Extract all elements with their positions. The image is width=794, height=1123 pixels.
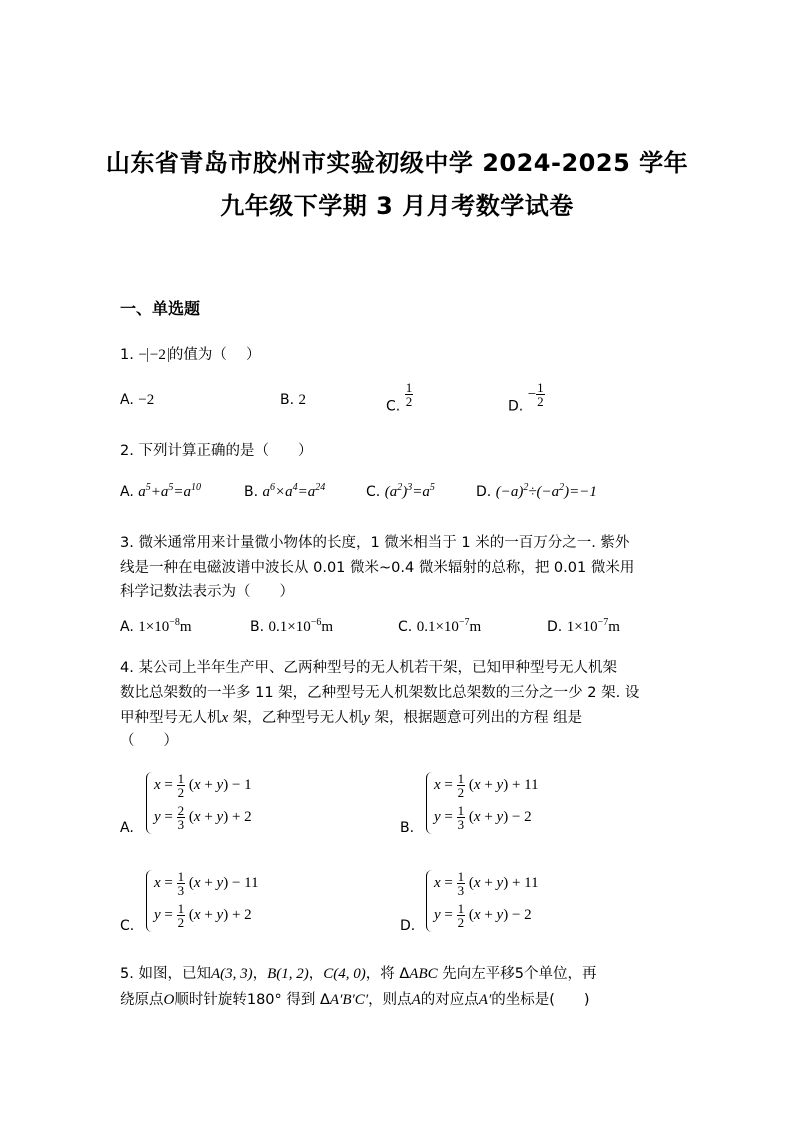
brace [426, 772, 432, 834]
text: ，将 Δ [365, 966, 410, 982]
math-expression: $(a^2)^3=a^5$ [384, 482, 435, 500]
question-1-option-b[interactable] [280, 392, 306, 409]
fraction-denominator: 2 [405, 394, 413, 409]
option-label: C. [386, 398, 401, 415]
brace [146, 870, 152, 932]
math-expression: $1\times 10^{-8}m$ [138, 617, 192, 635]
point-label: A [411, 992, 421, 1008]
question-4-option-a-system[interactable] [146, 772, 306, 838]
question-4-line-3 [120, 706, 582, 727]
triangle-label: ABC [409, 966, 438, 982]
text: 绕原点 [120, 992, 164, 1008]
text: 先向左平移5个单位，再 [437, 966, 597, 982]
equation: y = $\frac{2}{3}$ (x + y) + 2 [154, 803, 252, 832]
equation: x = $\frac{1}{2}$ (x + y) + 11 [434, 771, 539, 800]
question-3-option-a[interactable] [120, 619, 192, 636]
math-variable: y [363, 710, 370, 726]
question-4-option-c-system[interactable] [146, 870, 306, 936]
math-minus: − [138, 347, 147, 363]
option-label: C. [398, 619, 413, 635]
math-expression: $1\times 10^{-7}m$ [566, 617, 620, 635]
option-label: B. [250, 619, 265, 635]
point-c: C(4, 0) [323, 966, 366, 982]
question-4-option-d-system[interactable] [426, 870, 586, 936]
math-expression: $a^5+a^5=a^{10}$ [138, 482, 201, 500]
question-3-option-b[interactable] [250, 619, 333, 636]
question-1-stem [120, 343, 261, 364]
exam-title-line-1: 山东省青岛市胶州市实验初级中学 2024-2025 学年 [105, 149, 689, 177]
option-label: C. [366, 484, 381, 500]
question-2-option-c[interactable] [366, 484, 435, 501]
question-1-option-a[interactable] [120, 392, 154, 409]
text: 架，根据题意可列出的方程 组是 [369, 710, 583, 726]
option-label: B. [280, 392, 295, 408]
question-4-option-b-label[interactable]: B. [400, 820, 415, 836]
question-3-line-2: 线是一种在电磁波谱中波长从 0.01 微米~0.4 微米辐射的总称，把 0.01 微米用 [120, 560, 635, 576]
question-3-line-1: 3. 微米通常用来计量微小物体的长度，1 微米相当于 1 米的一百万分之一. 紫外 [120, 535, 630, 551]
text: 5. 如图，已知 [120, 966, 211, 982]
math-expression: $(-a)^2\div(-a^2)=-1$ [495, 482, 597, 500]
question-2-stem: 2. 下列计算正确的是（ ） [120, 443, 313, 459]
question-1-option-c[interactable] [386, 381, 413, 415]
point-a: A(3, 3) [210, 966, 253, 982]
equation: y = $\frac{1}{3}$ (x + y) − 2 [434, 803, 532, 832]
question-1-option-d[interactable] [508, 381, 545, 415]
text: 的对应点 [420, 992, 479, 1008]
math-minus: − [527, 386, 537, 403]
fraction-numerator: 1 [405, 380, 413, 395]
question-4-option-d-label[interactable]: D. [400, 918, 416, 934]
origin-label: O [163, 992, 175, 1008]
exam-title-line-2: 九年级下学期 3 月月考数学试卷 [220, 192, 574, 220]
math-absolute-value: −2 [147, 348, 169, 362]
text: 顺时针旋转180° 得到 Δ [174, 992, 330, 1008]
option-label: A. [120, 392, 134, 408]
option-label: D. [476, 484, 492, 500]
question-4-line-2: 数比总架数的一半多 11 架，乙种型号无人机架数比总架数的三分之一少 2 架. 设 [120, 685, 640, 701]
equation: x = $\frac{1}{2}$ (x + y) − 1 [154, 771, 252, 800]
question-4-line-1: 4. 某公司上半年生产甲、乙两种型号的无人机若干架，已知甲种型号无人机架 [120, 660, 617, 676]
question-4-option-a-label[interactable]: A. [120, 820, 134, 836]
question-3-option-c[interactable] [398, 619, 481, 636]
option-label: D. [547, 619, 563, 635]
option-label: A. [120, 619, 134, 635]
equation: y = $\frac{1}{2}$ (x + y) + 2 [154, 901, 252, 930]
question-4-option-c-label[interactable]: C. [120, 918, 135, 934]
question-5-line-2 [120, 988, 590, 1009]
question-2-option-a[interactable] [120, 484, 201, 501]
question-1-text: 的值为（ ） [168, 347, 261, 363]
question-5-line-1: 5. 如图，已知A(3, 3)，B(1, 2)，C(4, 0)，将 ΔABC 先向左平移5个单位，再 [120, 966, 597, 982]
math-expression: $0.1\times 10^{-7}m$ [416, 617, 482, 635]
question-3-option-d[interactable] [547, 619, 620, 636]
text: 甲种型号无人机 [120, 710, 222, 726]
fraction-numerator: 1 [537, 380, 544, 395]
math-expression: $0.1\times 10^{-6}m$ [268, 617, 334, 635]
point-label: A′ [478, 992, 492, 1008]
option-label: A. [120, 484, 134, 500]
triangle-label: A′B′C′ [329, 992, 369, 1008]
equation: y = $\frac{1}{2}$ (x + y) − 2 [434, 901, 532, 930]
brace [146, 772, 152, 834]
point-b: B(1, 2) [267, 966, 309, 982]
option-label: D. [508, 398, 524, 415]
fraction [405, 381, 414, 408]
equation: x = $\frac{1}{3}$ (x + y) − 11 [154, 869, 259, 898]
section-heading-single-choice: 一、单选题 [120, 299, 201, 318]
question-number: 1. [120, 347, 134, 363]
text: 架，乙种型号无人机 [228, 710, 364, 726]
math-variable: x [221, 710, 229, 726]
text: 的坐标是( ) [491, 992, 590, 1008]
equation: x = $\frac{1}{3}$ (x + y) + 11 [434, 869, 539, 898]
text: ，则点 [368, 992, 412, 1008]
option-value: −2 [138, 392, 155, 408]
question-4-option-b-system[interactable] [426, 772, 586, 838]
question-2-option-d[interactable] [476, 484, 597, 501]
option-label: B. [244, 484, 259, 500]
question-3-line-3: 科学记数法表示为（ ） [120, 584, 294, 600]
fraction [536, 381, 545, 408]
question-4-line-4: （ ） [120, 733, 178, 749]
question-2-option-b[interactable] [244, 484, 325, 501]
brace [426, 870, 432, 932]
math-expression: $a^6\times a^4=a^{24}$ [262, 482, 326, 500]
fraction-denominator: 2 [537, 394, 544, 409]
option-value: 2 [298, 392, 307, 408]
